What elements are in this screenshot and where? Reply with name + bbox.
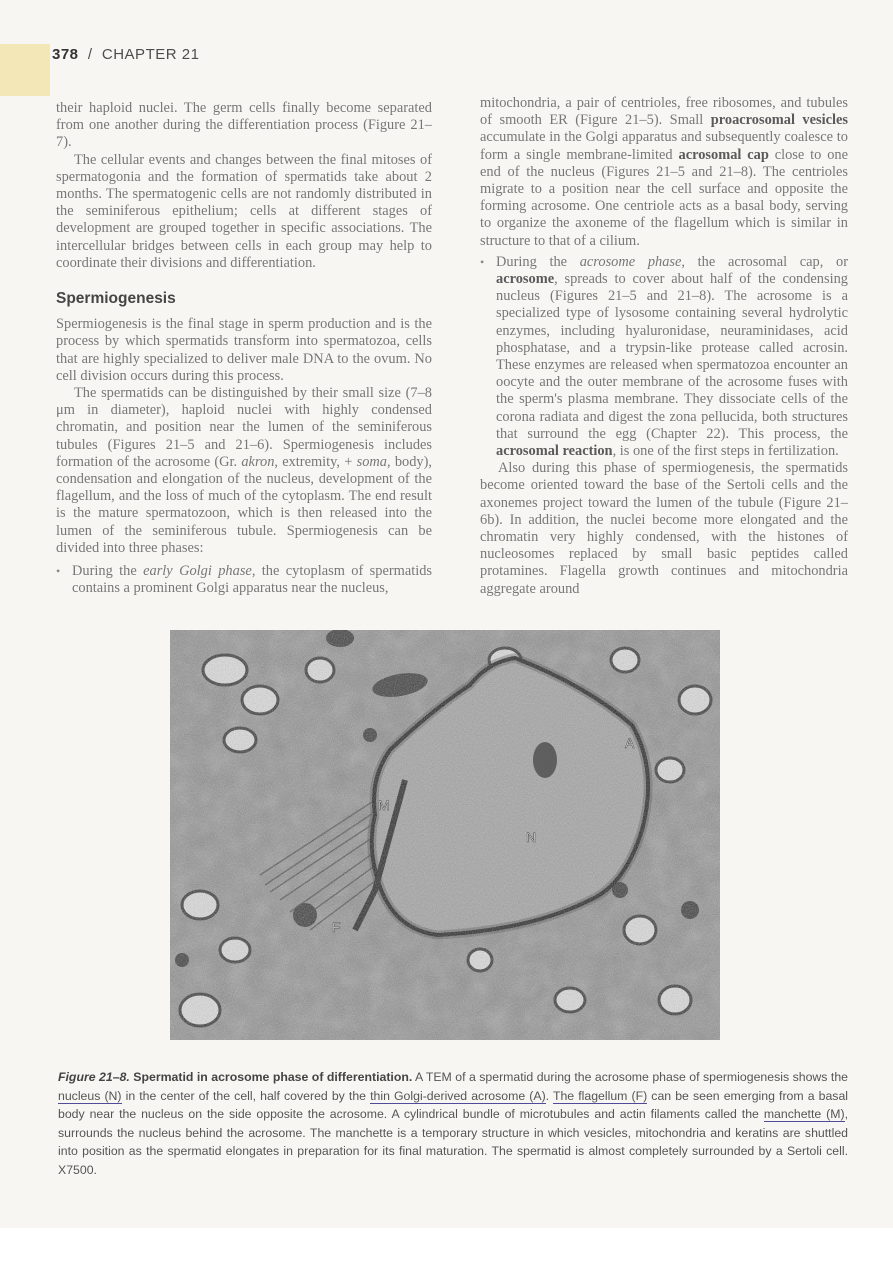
bullet-icon: • [56,564,61,579]
term-bold: acrosomal reaction [496,443,613,460]
phase-name: acrosome phase [579,253,682,270]
section-heading: Spermiogenesis [56,290,176,308]
list-item: • During the acrosome phase, the acrosomal cap, or acrosome, spreads to cover about half of the condensing nucleus (Figures 21–5 and 21–8). The acrosome is a specialized type of lysosome containing several hydrolytic enzymes, including hyaluronidase, neuraminidases, acid phosphatase, and a trypsin-like protease called acrosin. These enzymes are released when spermatozoa encounter an oocyte and the outer membrane of the acrosome fuses with the sperm's plasma membrane. They dissociate cells of the corona radiata and digest the zona pellucida, both structures that surround the egg (Chapter 22). This process, the acrosomal reaction, is one of the first steps in fertilization. [480,253,849,460]
paragraph: Spermiogenesis is the final stage in sperm production and is the process by which spermatids transform into spermatozoa, cells that are highly specialized to deliver male DNA to the ovum. No cell division occurs during this process. [56,316,432,384]
page-number: 378 [52,46,79,63]
label-flagellum: F [332,919,341,935]
paragraph: mitochondria, a pair of centrioles, free ribosomes, and tubules of smooth ER (Figure 21–5). Small proacrosomal vesicles accumulate in the Golgi apparatus and subsequently coalesce to form a single membrane-limited acrosomal cap close to one end of the nucleus (Figures 21–5 and 21–8). The centrioles migrate to a position near the cell surface and opposite the forming acrosome. One centriole acts as a basal body, serving to organize the axoneme of the flagellum which is similar in structure to that of a cilium. [480,95,848,249]
chapter-title: CHAPTER 21 [101,46,200,63]
figure-caption: Figure 21–8. Spermatid in acrosome phase of differentiation. A TEM of a spermatid during the acrosome phase of spermiogenesis shows the nucleus (N) in the center of the cell, half covered by the thin Golgi-derived acrosome (A). The flagellum (F) can be seen emerging from a basal body near the nucleus on the side opposite the acrosome. A cylindrical bundle of microtubules and actin filaments called the manchette (M), surrounds the nucleus behind the acrosome. The manchette is a temporary structure in which vesicles, mitochondria and keratins are shuttled into position as the spermatid elongates in preparation for its final maturation. The spermatid is almost completely surrounded by a Sertoli cell. X7500. [58,1070,849,1177]
running-header [52,46,199,63]
bullet-icon: • [480,254,485,269]
paragraph: The spermatids can be distinguished by their small size (7–8 μm in diameter), haploid nuclei with highly condensed chromatin, and position near the lumen of the seminiferous tubules (Figures 21–5 and 21–6). Spermiogenesis includes formation of the acrosome (Gr. akron, extremity, + soma, body), condensation and elongation of the nucleus, development of the flagellum, and the loss of much of the cytoplasm. The end result is the mature spermatozoon, which is then released into the lumen of the seminiferous tubule. Spermiogenesis can be divided into three phases: [56,385,432,556]
annotated-term: manchette (M) [763,1107,845,1122]
figure-label: Figure 21–8. [58,1070,130,1084]
annotated-term: The flagellum (F) [552,1088,648,1103]
tem-micrograph [170,630,720,1040]
list-item: • During the early Golgi phase, the cytoplasm of spermatids contains a prominent Golgi apparatus near the nucleus, [56,563,433,597]
annotated-term: thin Golgi-derived acrosome (A) [370,1088,546,1103]
term-soma: soma [356,453,387,470]
scan-margin [0,1228,893,1263]
label-nucleus: N [526,829,537,845]
phase-name: early Golgi phase [143,563,252,580]
paragraph: Also during this phase of spermiogenesis, the spermatids become oriented toward the base of the Sertoli cells and the axonemes project toward the lumen of the tubule (Figure 21–6b). In addition, the nuclei become more elongated and the chromatin very highly condensed, with the histones of nucleosomes replaced by small basic peptides called protamines. Flagella growth continues and mitochondria aggregate around [480,460,848,597]
right-column [480,95,848,598]
paragraph: their haploid nuclei. The germ cells finally become separated from one another during the differentiation process (Figure 21–7). [56,100,432,151]
header-separator: / [87,46,93,63]
term-bold: acrosomal cap [678,146,769,163]
label-manchette: M [378,797,390,813]
chapter-tab [0,44,50,96]
term-akron: akron [241,453,275,470]
term-bold: acrosome [496,271,555,288]
left-column [56,100,432,597]
paragraph: The cellular events and changes between the final mitoses of spermatogonia and the formation of spermatids take about 2 months. The spermatogenic cells are not randomly distributed in the seminiferous epithelium; cells at different stages of development are grouped together in specific associations. The intercellular bridges between cells in each group may help to coordinate their divisions and differentiation. [56,151,432,271]
figure-title: Spermatid in acrosome phase of differentiation. [133,1070,413,1084]
term-bold: proacrosomal vesicles [710,112,848,129]
annotated-term: nucleus (N) [58,1088,122,1103]
micrograph-image [170,630,720,1040]
label-acrosome: A [625,735,635,751]
